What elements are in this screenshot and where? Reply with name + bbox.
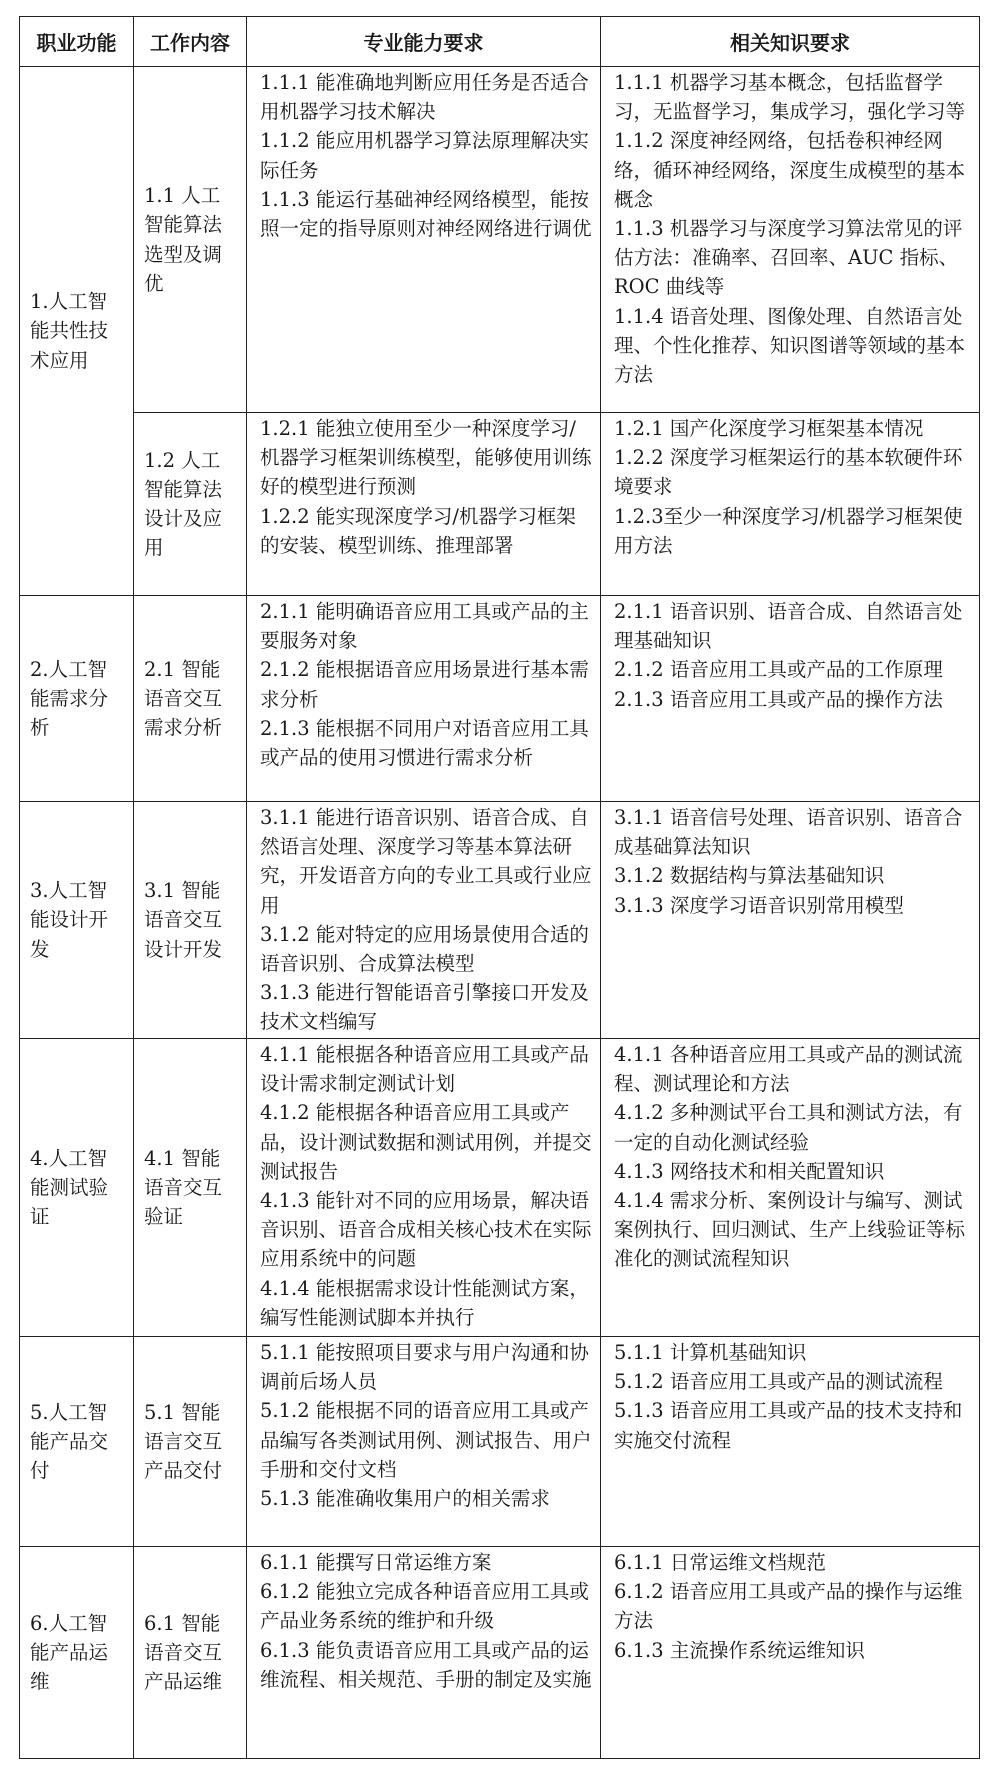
knowledge-item: 1.2.3至少一种深度学习/机器学习框架使用方法	[614, 504, 963, 557]
work-content-cell: 4.1 智能语音交互验证	[134, 1039, 247, 1337]
skill-item: 3.1.3 能进行智能语音引擎接口开发及技术文档编写	[260, 981, 589, 1034]
skill-item: 3.1.1 能进行语音识别、语音合成、自然语言处理、深度学习等基本算法研究，开发语音方向的专业工具或行业应用	[260, 806, 592, 917]
skill-item: 5.1.2 能根据不同的语音应用工具或产品编写各类测试用例、测试报告、用户手册和交付文档	[260, 1399, 592, 1481]
table-header-row	[20, 17, 980, 67]
knowledge-item: 3.1.2 数据结构与算法基础知识	[614, 864, 885, 888]
skill-item: 1.2.1 能独立使用至少一种深度学习/机器学习框架训练模型，能够使用训练好的模型进行预测	[260, 417, 592, 499]
work-content-cell: 1.2 人工智能算法设计及应用	[134, 413, 247, 596]
knowledge-cell	[601, 413, 980, 596]
table-row	[20, 802, 980, 1039]
skill-item: 6.1.2 能独立完成各种语音应用工具或产品业务系统的维护和升级	[260, 1580, 589, 1633]
header-skill-requirements: 专业能力要求	[247, 17, 601, 67]
header-knowledge-requirements: 相关知识要求	[601, 17, 980, 67]
skill-item: 4.1.2 能根据各种语音应用工具或产品，设计测试数据和测试用例，并提交测试报告	[260, 1101, 592, 1183]
skill-item: 5.1.3 能准确收集用户的相关需求	[260, 1487, 550, 1511]
work-content-cell: 5.1 智能语言交互产品交付	[134, 1337, 247, 1547]
skill-item: 1.1.2 能应用机器学习算法原理解决实际任务	[260, 129, 589, 182]
table-row	[20, 67, 980, 413]
knowledge-item: 3.1.3 深度学习语音识别常用模型	[614, 893, 904, 917]
skills-cell	[247, 596, 601, 802]
knowledge-item: 4.1.4 需求分析、案例设计与编写、测试案例执行、回归测试、生产上线验证等标准化的测试流程知识	[614, 1189, 966, 1271]
skill-item: 4.1.3 能针对不同的应用场景，解决语音识别、语音合成相关核心技术在实际应用系统中的问题	[260, 1189, 592, 1271]
function-cell: 3.人工智能设计开发	[20, 802, 134, 1039]
skill-item: 6.1.1 能撰写日常运维方案	[260, 1551, 492, 1574]
skills-cell	[247, 1039, 601, 1337]
skill-item: 3.1.2 能对特定的应用场景使用合适的语音识别、合成算法模型	[260, 922, 589, 976]
knowledge-item: 6.1.3 主流操作系统运维知识	[614, 1638, 865, 1662]
knowledge-item: 4.1.3 网络技术和相关配置知识	[614, 1159, 885, 1183]
skill-item: 4.1.1 能根据各种语音应用工具或产品设计需求制定测试计划	[260, 1043, 589, 1096]
work-content-cell: 1.1 人工智能算法选型及调优	[134, 67, 247, 413]
table-row	[20, 1547, 980, 1759]
skills-cell	[247, 1547, 601, 1759]
knowledge-item: 1.2.1 国产化深度学习框架基本情况	[614, 417, 924, 440]
knowledge-cell	[601, 1547, 980, 1759]
knowledge-item: 2.1.2 语音应用工具或产品的工作原理	[614, 658, 943, 682]
knowledge-cell	[601, 1039, 980, 1337]
skills-cell	[247, 1337, 601, 1547]
knowledge-item: 1.1.2 深度神经网络，包括卷积神经网络，循环神经网络，深度生成模型的基本概念	[614, 129, 966, 211]
table-row	[20, 1337, 980, 1547]
table-row	[20, 413, 980, 596]
knowledge-item: 6.1.1 日常运维文档规范	[614, 1551, 826, 1574]
header-work-content: 工作内容	[134, 17, 247, 67]
knowledge-item: 1.1.3 机器学习与深度学习算法常见的评估方法：准确率、召回率、AUC 指标、ROC 曲线等	[614, 217, 963, 299]
skills-cell	[247, 67, 601, 413]
skill-item: 2.1.3 能根据不同用户对语音应用工具或产品的使用习惯进行需求分析	[260, 716, 589, 770]
skills-cell	[247, 413, 601, 596]
work-content-cell: 2.1 智能语音交互需求分析	[134, 596, 247, 802]
work-content-cell: 3.1 智能语音交互设计开发	[134, 802, 247, 1039]
knowledge-cell	[601, 67, 980, 413]
knowledge-item: 2.1.3 语音应用工具或产品的操作方法	[614, 687, 943, 711]
competency-table	[19, 16, 980, 1759]
skill-item: 1.2.2 能实现深度学习/机器学习框架的安装、模型训练、推理部署	[260, 504, 576, 557]
skill-item: 6.1.3 能负责语音应用工具或产品的运维流程、相关规范、手册的制定及实施	[260, 1638, 592, 1691]
knowledge-item: 1.1.1 机器学习基本概念，包括监督学习，无监督学习，集成学习，强化学习等	[614, 71, 966, 124]
skill-item: 5.1.1 能按照项目要求与用户沟通和协调前后场人员	[260, 1341, 589, 1394]
table-row	[20, 1039, 980, 1337]
skills-cell	[247, 802, 601, 1039]
knowledge-item: 4.1.2 多种测试平台工具和测试方法，有一定的自动化测试经验	[614, 1101, 963, 1154]
function-cell: 4.人工智能测试验证	[20, 1039, 134, 1337]
knowledge-cell	[601, 802, 980, 1039]
knowledge-item: 5.1.1 计算机基础知识	[614, 1341, 807, 1364]
knowledge-cell	[601, 596, 980, 802]
knowledge-item: 6.1.2 语音应用工具或产品的操作与运维方法	[614, 1580, 963, 1633]
function-cell: 1.人工智能共性技术应用	[20, 67, 134, 596]
function-cell: 2.人工智能需求分析	[20, 596, 134, 802]
header-occupational-function: 职业功能	[20, 17, 134, 67]
skill-item: 2.1.2 能根据语音应用场景进行基本需求分析	[260, 658, 589, 711]
table-row	[20, 596, 980, 802]
knowledge-item: 1.1.4 语音处理、图像处理、自然语言处理、个性化推荐、知识图谱等领域的基本方法	[614, 304, 966, 387]
function-cell: 6.人工智能产品运维	[20, 1547, 134, 1759]
skill-item: 2.1.1 能明确语音应用工具或产品的主要服务对象	[260, 600, 589, 653]
knowledge-item: 5.1.3 语音应用工具或产品的技术支持和实施交付流程	[614, 1399, 963, 1452]
knowledge-item: 2.1.1 语音识别、语音合成、自然语言处理基础知识	[614, 600, 963, 653]
skill-item: 1.1.1 能准确地判断应用任务是否适合用机器学习技术解决	[260, 71, 589, 124]
skill-item: 4.1.4 能根据需求设计性能测试方案，编写性能测试脚本并执行	[260, 1276, 589, 1329]
knowledge-cell	[601, 1337, 980, 1547]
skill-item: 1.1.3 能运行基础神经网络模型，能按照一定的指导原则对神经网络进行调优	[260, 187, 592, 241]
knowledge-item: 5.1.2 语音应用工具或产品的测试流程	[614, 1370, 943, 1394]
work-content-cell: 6.1 智能语音交互产品运维	[134, 1547, 247, 1759]
knowledge-item: 3.1.1 语音信号处理、语音识别、语音合成基础算法知识	[614, 806, 963, 859]
knowledge-item: 4.1.1 各种语音应用工具或产品的测试流程、测试理论和方法	[614, 1043, 963, 1096]
knowledge-item: 1.2.2 深度学习框架运行的基本软硬件环境要求	[614, 446, 963, 499]
function-cell: 5.人工智能产品交付	[20, 1337, 134, 1547]
